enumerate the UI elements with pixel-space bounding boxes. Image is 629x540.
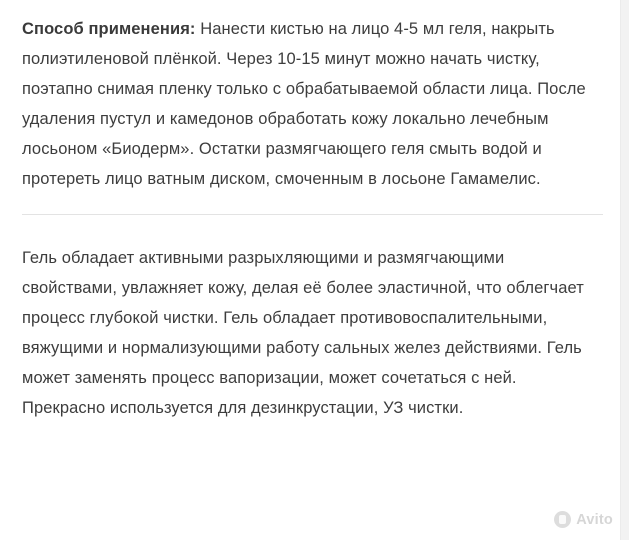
usage-text: Нанести кистью на лицо 4-5 мл геля, накрыть полиэтиленовой плёнкой. Через 10-15 минут можно начать чистку, поэтапно снимая пленку только с обрабатываемой области лица. После удаления пустул и камедонов обработать кожу локально лечебным лосьоном «Биодерм». Остатки размягчающего геля смыть водой и протереть лицо ватным диском, смоченным в лосьоне Гамамелис. bbox=[22, 20, 586, 188]
watermark bbox=[554, 511, 613, 528]
page-right-edge bbox=[620, 0, 629, 540]
spacer bbox=[22, 215, 603, 243]
description-paragraph: Гель обладает активными разрыхляющими и размягчающими свойствами, увлажняет кожу, делая её более эластичной, что облегчает процесс глубокой чистки. Гель обладает противовоспалительными, вяжущими и нормализующими работу сальных желез действиями. Гель может заменять процесс вапоризации, может сочетаться с ней. Прекрасно используется для дезинкрустации, УЗ чистки. bbox=[22, 249, 584, 417]
watermark-label: Avito bbox=[576, 511, 613, 528]
usage-paragraph bbox=[22, 14, 603, 194]
avito-logo-icon bbox=[554, 511, 571, 528]
usage-label: Способ применения: bbox=[22, 20, 196, 38]
